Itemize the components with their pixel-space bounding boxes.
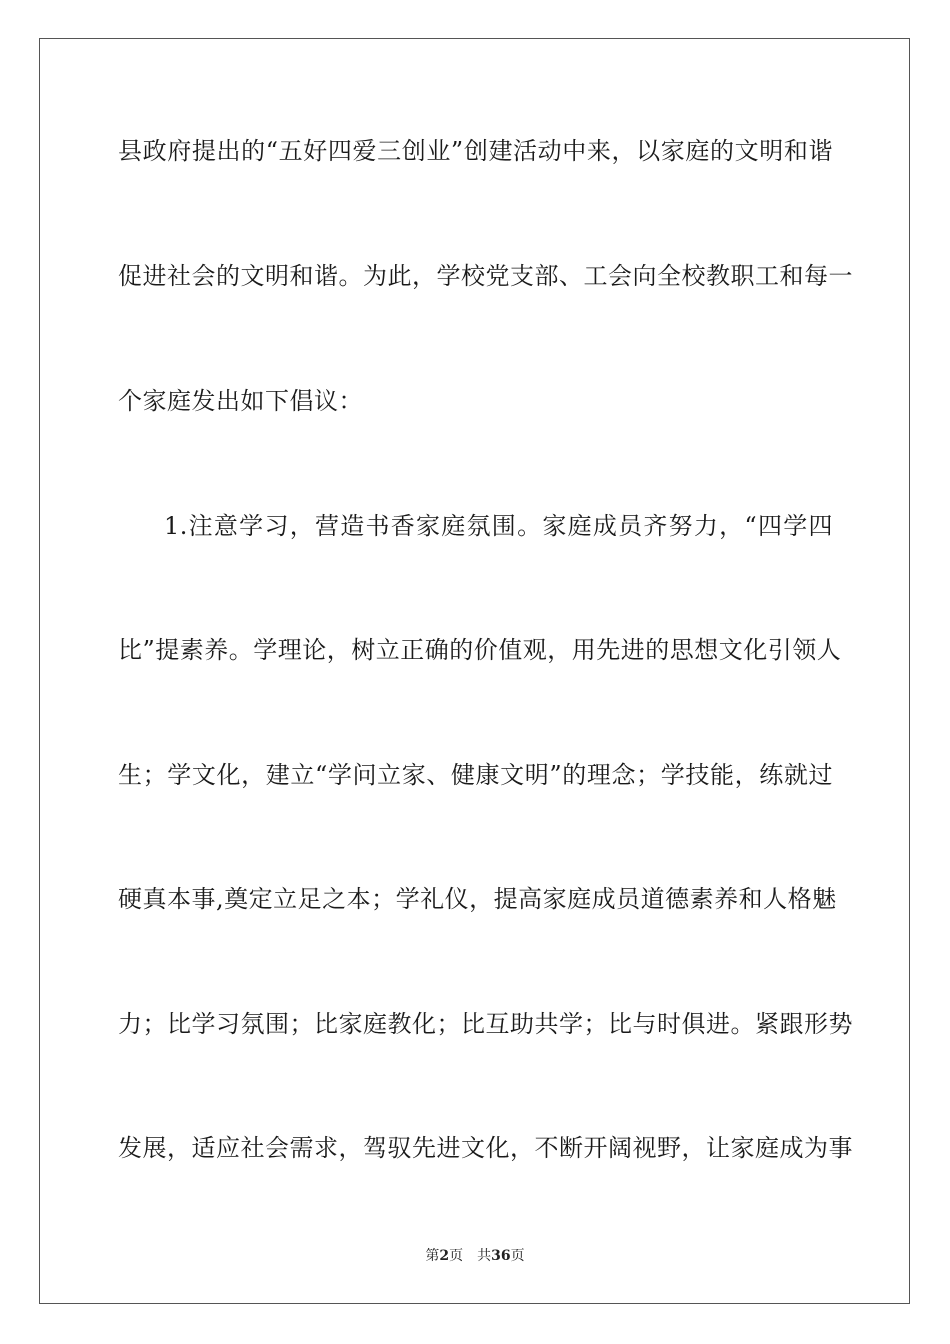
text-line-6: 生；学文化，建立“学问立家、健康文明”的理念；学技能，练就过 xyxy=(118,761,833,789)
total-prefix: 共 xyxy=(477,1248,492,1264)
text-line-5: 比”提素养。学理论，树立正确的价值观，用先进的思想文化引领人 xyxy=(118,636,842,664)
page-prefix: 第 xyxy=(425,1248,440,1264)
text-line-4: 1.注意学习，营造书香家庭氛围。家庭成员齐努力，“四学四 xyxy=(164,512,833,540)
page-suffix: 页 xyxy=(449,1248,464,1264)
page-number: 2 xyxy=(439,1248,450,1264)
page-border xyxy=(39,38,910,1304)
page-footer xyxy=(0,1246,950,1266)
text-line-2: 促进社会的文明和谐。为此，学校党支部、工会向全校教职工和每一 xyxy=(118,262,853,290)
total-suffix: 页 xyxy=(510,1248,525,1264)
total-pages: 36 xyxy=(491,1248,511,1264)
text-line-7: 硬真本事,奠定立足之本；学礼仪，提高家庭成员道德素养和人格魅 xyxy=(118,885,837,913)
text-line-8: 力；比学习氛围；比家庭教化；比互助共学；比与时俱进。紧跟形势 xyxy=(118,1010,853,1038)
text-line-3: 个家庭发出如下倡议： xyxy=(118,387,363,415)
text-line-1: 县政府提出的“五好四爱三创业”创建活动中来，以家庭的文明和谐 xyxy=(118,137,833,165)
text-line-9: 发展，适应社会需求，驾驭先进文化，不断开阔视野，让家庭成为事 xyxy=(118,1134,853,1162)
